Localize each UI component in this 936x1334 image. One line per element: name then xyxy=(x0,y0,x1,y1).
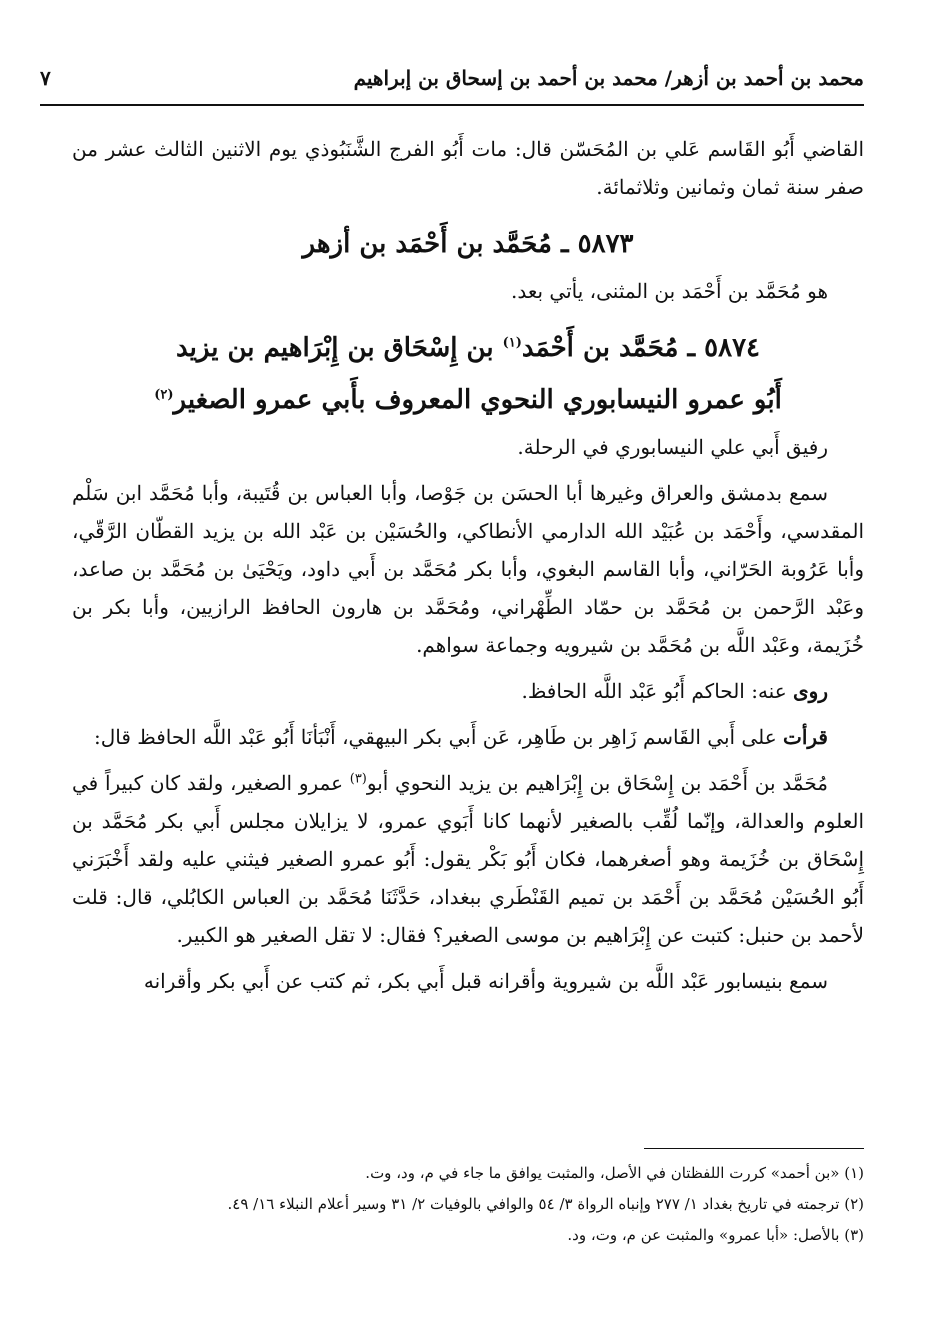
lead-word-rawa: روى xyxy=(793,679,828,703)
p4-text: عنه: الحاكم أَبُو عَبْد اللَّه الحافظ. xyxy=(521,679,794,703)
paragraph-isnad xyxy=(72,718,864,756)
footnote-divider xyxy=(644,1148,864,1149)
entry-5874-subtitle xyxy=(72,376,864,424)
header-title: محمد بن أحمد بن أزهر/ محمد بن أحمد بن إسحاق بن إبراهيم xyxy=(353,66,864,90)
paragraph-biography xyxy=(72,764,864,954)
footnote-ref-1: (١) xyxy=(502,335,522,351)
running-header xyxy=(40,60,864,96)
footnote-3: (٣) بالأصل: «أبا عمرو» والمثبت عن م، وت، ود. xyxy=(567,1226,864,1244)
paragraph-companion: رفيق أَبي علي النيسابوري في الرحلة. xyxy=(517,435,828,459)
entry-5874-title xyxy=(72,324,864,372)
entry-5873-title: ٥٨٧٣ ـ مُحَمَّد بن أَحْمَد بن أزهر xyxy=(302,229,634,259)
entry-5874-title-b: بن إِسْحَاق بن إِبْرَاهيم بن يزيد xyxy=(175,333,503,363)
footnote-2: (٢) ترجمته في تاريخ بغداد ١/ ٢٧٧ وإنباه الرواة ٣/ ٥٤ والوافي بالوفيات ٢/ ٣١ وسير أعلام النبلاء ١٦/ ٤٩. xyxy=(227,1195,864,1213)
paragraph-narrated-by xyxy=(72,672,864,710)
paragraph-continuation: القاضي أَبُو القَاسم عَلي بن المُحَسّن قال: مات أَبُو الفرج الشَّنَبُوذي يوم الاثنين الثالث عشر من صفر سنة ثمان وثمانين وثلاثمائة. xyxy=(72,137,864,199)
main-text xyxy=(72,130,864,1008)
lead-word-qaraat: قرأت xyxy=(783,725,828,749)
footnote-ref-2: (٢) xyxy=(154,387,174,403)
entry-5873-text: هو مُحَمَّد بن أَحْمَد بن المثنى، يأتي بعد. xyxy=(510,279,828,303)
footnotes xyxy=(72,1158,864,1251)
header-divider xyxy=(40,104,864,106)
entry-5874-subtitle-text: أَبُو عمرو النيسابوري النحوي المعروف بأَبي عمرو الصغير xyxy=(173,385,782,415)
paragraph-teachers: سمع بدمشق والعراق وغيرها أبا الحسَن بن جَوْصا، وأبا العباس بن قُتَيبة، وأبا مُحَمَّد ابن سَلْم المقدسي، وأَحْمَد بن عُبَيْد الله الدارمي الأنطاكي، والحُسَيْن بن عَبْد الله بن يزيد القطّان الرَّقّي، وأبا عَرُوبة الحَرّاني، وأبا القاسم البغوي، وأبا بكر مُحَمَّد بن أَبي داود، ويَحْيَىٰ بن مُحَمَّد بن صاعد، وعَبْد الرَّحمن بن مُحَمَّد بن حمّاد الطِّهْراني، ومُحَمَّد بن هارون الحافظ الرازيين، وأبا بكر بن خُزَيمة، وعَبْد اللَّه بن مُحَمَّد بن شيرويه وجماعة سواهم. xyxy=(72,481,864,657)
p6-text-a: مُحَمَّد بن أَحْمَد بن إِسْحَاق بن إِبْرَاهيم بن يزيد النحوي أبو xyxy=(366,771,828,795)
paragraph-nishapur: سمع بنيسابور عَبْد اللَّه بن شيروية وأقرانه قبل أَبي بكر، ثم كتب عن أَبي بكر وأقرانه xyxy=(143,969,828,993)
footnote-1: (١) «بن أحمد» كررت اللفظتان في الأصل، والمثبت يوافق ما جاء في م، ود، وت. xyxy=(365,1164,864,1182)
p6-text-b: عمرو الصغير، ولقد كان كبيراً في العلوم والعدالة، وإنّما لُقِّب بالصغير لأنهما كانا أَبَوي عمرو، لا يزايلان مجلس أَبي بكر مُحَمَّد بن إِسْحَاق بن خُزَيمة وهو أصغرهما، فكان أَبُو بَكْر يقول: أَبُو عمرو الصغير فيثني عليه ولقد أَخْبَرَني أَبُو الحُسَيْن مُحَمَّد بن أَحْمَد بن تميم القَنْطَري ببغداد، حَدَّثَنَا مُحَمَّد بن العباس الكابُلي، قال: قلت لأحمد بن حنبل: كتبت عن إِبْرَاهيم بن موسى الصغير؟ فقال: لا تقل الصغير هو الكبير. xyxy=(72,771,864,947)
p5-text: على أَبي القَاسم زَاهِر بن طَاهِر، عَن أَبي بكر البيهقي، أَنْبَأنَا أَبُو عَبْد اللَّه الحافظ قال: xyxy=(93,725,784,749)
page-number: ٧ xyxy=(40,66,51,90)
footnote-ref-3: (٣) xyxy=(349,771,367,787)
entry-5874-title-a: ٥٨٧٤ ـ مُحَمَّد بن أَحْمَد xyxy=(521,333,760,363)
